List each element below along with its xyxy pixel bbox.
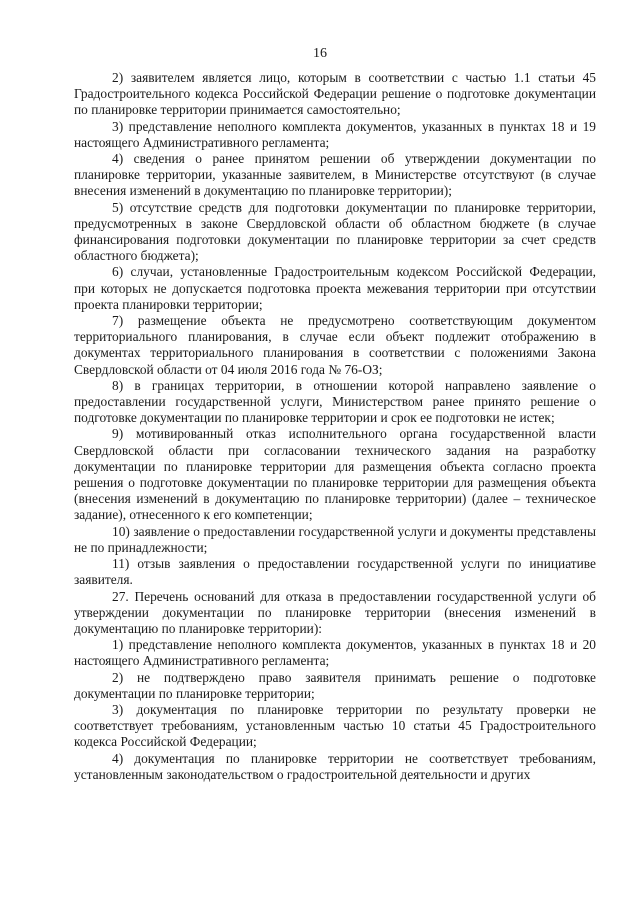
paragraph: 11) отзыв заявления о предоставлении государственной услуги по инициативе заявителя. bbox=[74, 556, 596, 588]
paragraph: 1) представление неполного комплекта документов, указанных в пунктах 18 и 20 настоящего Административного регламента; bbox=[74, 637, 596, 669]
paragraph: 7) размещение объекта не предусмотрено соответствующим документом территориального планирования, в случае если объект подлежит отображению в документах территориального планирования в соответствии с положениями Закона Свердловской области от 04 июля 2016 года № 76-ОЗ; bbox=[74, 313, 596, 377]
paragraph: 6) случаи, установленные Градостроительным кодексом Российской Федерации, при которых не допускается подготовка проекта межевания территории при отсутствии проекта планировки территории; bbox=[74, 264, 596, 312]
paragraph: 9) мотивированный отказ исполнительного органа государственной власти Свердловской области при согласовании технического задания на разработку документации по планировке территории для размещения объекта согласно проекта решения о подготовке документации по планировке территории для размещения объекта (внесения изменений в документацию по планировке территории) (далее – техническое задание), отнесенного к его компетенции; bbox=[74, 426, 596, 523]
paragraph: 27. Перечень оснований для отказа в предоставлении государственной услуги об утверждении документации по планировке территории (внесения изменений в документацию по планировке территории): bbox=[74, 588, 596, 636]
paragraph: 4) сведения о ранее принятом решении об утверждении документации по планировке территории, указанные заявителем, в Министерстве отсутствуют (в случае внесения изменений в документацию по планировке территории); bbox=[74, 151, 596, 199]
paragraph: 3) документация по планировке территории по результату проверки не соответствует требованиям, установленным частью 10 статьи 45 Градостроительного кодекса Российской Федерации; bbox=[74, 701, 596, 750]
paragraph: 2) не подтверждено право заявителя принимать решение о подготовке документации по планировке территории; bbox=[74, 669, 596, 701]
document-body bbox=[74, 70, 596, 783]
paragraph: 8) в границах территории, в отношении которой направлено заявление о предоставлении государственной услуги, Министерством ранее принято решение о подготовке документации по планировке территории и срок ее подготовки не истек; bbox=[74, 377, 596, 426]
page-number: 16 bbox=[313, 46, 327, 61]
paragraph: 3) представление неполного комплекта документов, указанных в пунктах 18 и 19 настоящего Административного регламента; bbox=[74, 118, 596, 150]
paragraph: 2) заявителем является лицо, которым в соответствии с частью 1.1 статьи 45 Градостроительного кодекса Российской Федерации решение о подготовке документации по планировке территории принимается самостоятельно; bbox=[74, 70, 596, 118]
paragraph: 10) заявление о предоставлении государственной услуги и документы представлены не по принадлежности; bbox=[74, 523, 596, 555]
paragraph: 4) документация по планировке территории не соответствует требованиям, установленным законодательством о градостроительной деятельности и других bbox=[74, 750, 596, 782]
paragraph: 5) отсутствие средств для подготовки документации по планировке территории, предусмотренных в законе Свердловской области об областном бюджете (в случае финансирования подготовки документации по планировке территории за счет средств областного бюджета); bbox=[74, 199, 596, 264]
